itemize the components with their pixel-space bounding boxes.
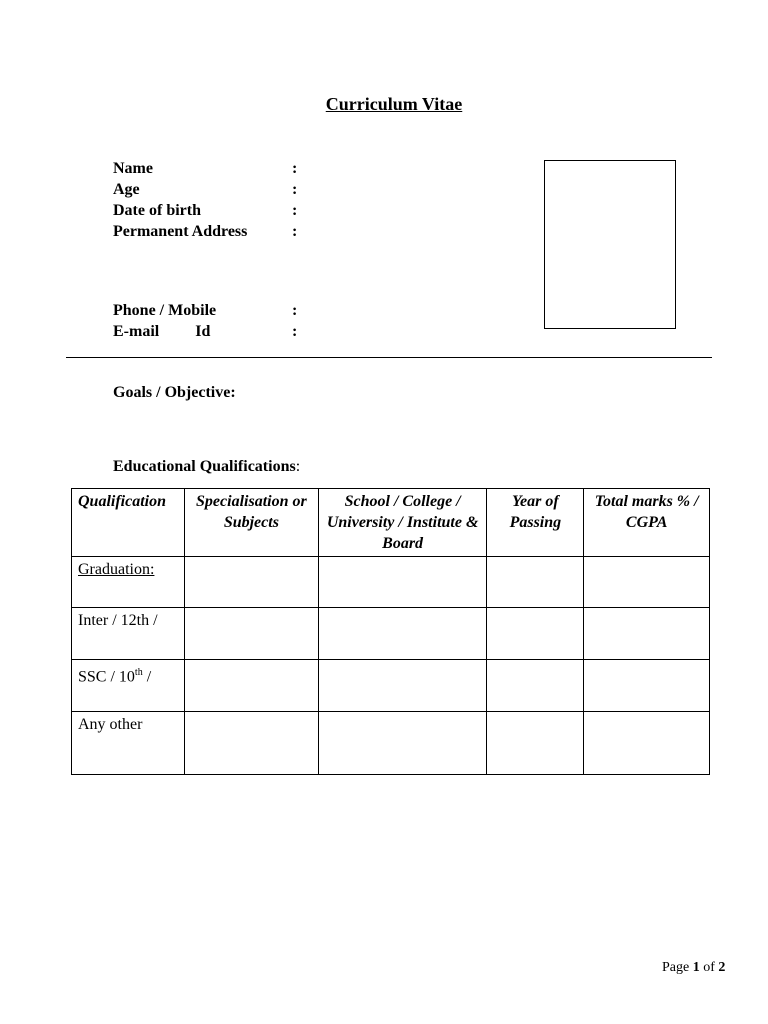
table-row xyxy=(72,608,710,660)
address-label: Permanent Address xyxy=(113,223,248,240)
table-cell[interactable] xyxy=(318,608,487,660)
footer-page-word: Page xyxy=(662,960,690,975)
table-cell[interactable] xyxy=(487,608,584,660)
table-cell[interactable] xyxy=(584,608,710,660)
divider-line xyxy=(66,357,712,358)
header-year: Year of Passing xyxy=(487,489,584,557)
table-cell[interactable] xyxy=(184,608,318,660)
photo-box xyxy=(544,160,676,329)
email-colon: : xyxy=(292,323,298,340)
table-header-row xyxy=(72,489,710,557)
table-cell[interactable] xyxy=(184,712,318,775)
header-specialisation: Specialisation or Subjects xyxy=(184,489,318,557)
footer-of-word: of xyxy=(703,960,715,975)
table-cell[interactable] xyxy=(487,557,584,608)
dob-label: Date of birth xyxy=(113,202,201,219)
education-label: Educational Qualifications xyxy=(113,458,296,475)
row-ssc-label: SSC / 10 xyxy=(78,668,135,686)
row-inter-label: Inter / 12th / xyxy=(72,608,185,660)
row-ssc-cell xyxy=(72,660,185,712)
name-label: Name xyxy=(113,160,153,177)
name-colon: : xyxy=(292,160,298,177)
education-label-colon: : xyxy=(295,458,301,475)
row-graduation-cell xyxy=(72,557,185,608)
phone-label: Phone / Mobile xyxy=(113,302,217,319)
age-label: Age xyxy=(113,181,140,198)
footer-total-pages: 2 xyxy=(718,960,726,975)
goals-label: Goals / Objective: xyxy=(113,384,236,401)
header-school: School / College / University / Institute & Board xyxy=(318,489,487,557)
table-cell[interactable] xyxy=(487,712,584,775)
header-qualification: Qualification xyxy=(72,489,185,557)
table-cell[interactable] xyxy=(318,712,487,775)
education-heading xyxy=(113,457,300,477)
table-cell[interactable] xyxy=(318,660,487,712)
email-label: E-mail Id xyxy=(113,323,211,340)
table-row xyxy=(72,660,710,712)
table-cell[interactable] xyxy=(584,660,710,712)
table-cell[interactable] xyxy=(318,557,487,608)
table-cell[interactable] xyxy=(184,660,318,712)
row-ssc-suffix: / xyxy=(142,668,152,686)
table-cell[interactable] xyxy=(184,557,318,608)
header-marks: Total marks % / CGPA xyxy=(584,489,710,557)
document-title: Curriculum Vitae xyxy=(325,94,463,114)
phone-colon: : xyxy=(292,302,298,319)
education-table xyxy=(71,488,710,775)
table-cell[interactable] xyxy=(487,660,584,712)
row-graduation-label: Graduation: xyxy=(78,561,155,578)
row-other-label: Any other xyxy=(72,712,185,775)
table-row xyxy=(72,712,710,775)
address-colon: : xyxy=(292,223,298,240)
table-row xyxy=(72,557,710,608)
age-colon: : xyxy=(292,181,298,198)
table-cell[interactable] xyxy=(584,557,710,608)
dob-colon: : xyxy=(292,202,298,219)
footer-current-page: 1 xyxy=(692,960,700,975)
row-ssc-superscript: th xyxy=(134,667,143,678)
page-footer xyxy=(662,960,725,976)
table-cell[interactable] xyxy=(584,712,710,775)
